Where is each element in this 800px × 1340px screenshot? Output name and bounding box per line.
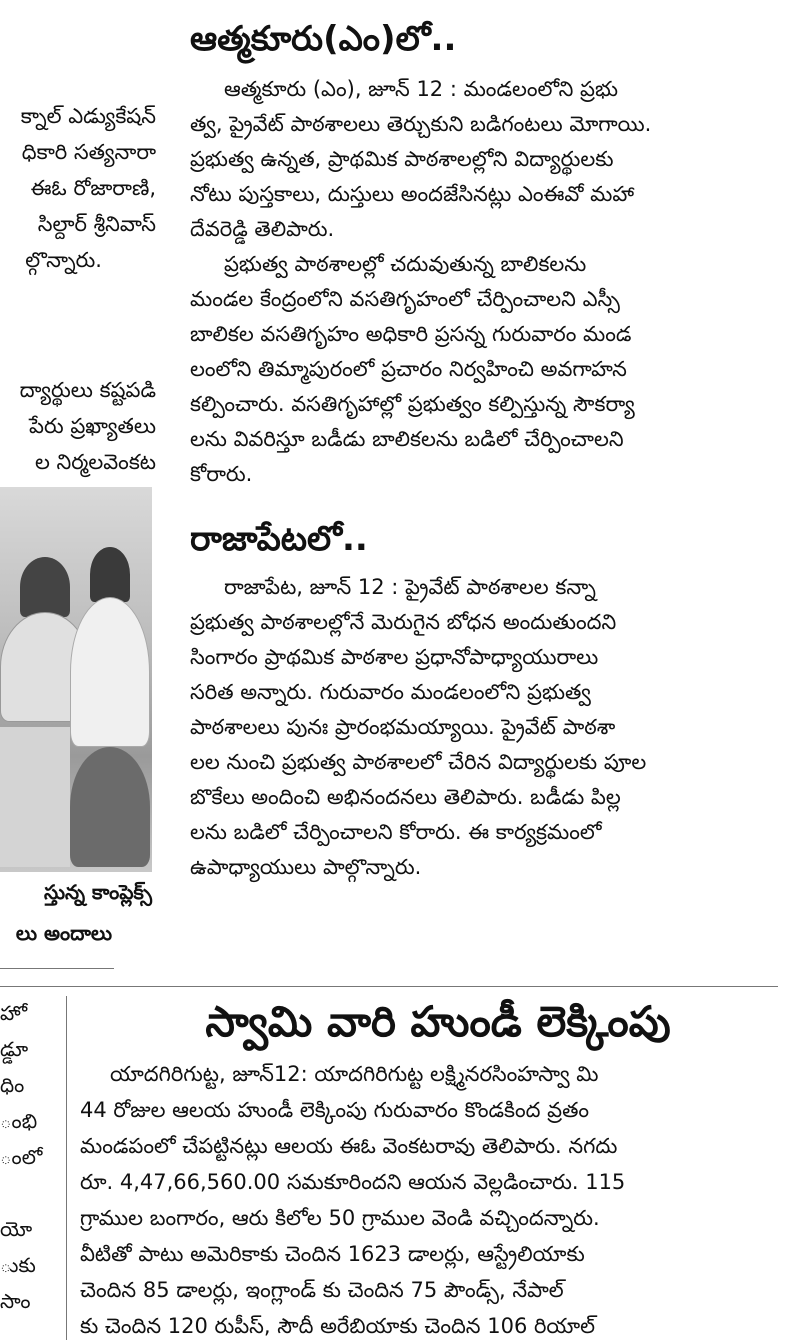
body-line: గ్రాముల బంగారం, ఆరు కిలోల 50 గ్రాముల వెండి వచ్చిందన్నారు.: [80, 1206, 600, 1230]
left-line: సిల్దార్ శ్రీనివాస్: [37, 212, 156, 236]
caption-line: స్తున్న కాంప్లెక్స్: [44, 880, 152, 904]
news-photo: [0, 487, 152, 872]
fragment-line: డ్డూ: [0, 1037, 29, 1061]
body-line: సింగారం ప్రాథమిక పాఠశాల ప్రధానోపాధ్యాయురాలు: [190, 645, 599, 669]
fragment-line: [0, 1175, 58, 1211]
body-line: 44 రోజుల ఆలయ హుండీ లెక్కింపు గురువారం కొండకింద వ్రతం: [80, 1098, 590, 1122]
body-line: నోటు పుస్తకాలు, దుస్తులు అందజేసినట్లు ఎంఈవో మహా: [190, 182, 635, 206]
body-line: దేవరెడ్డి తెలిపారు.: [190, 217, 335, 241]
fragment-line: ధిం: [0, 1073, 25, 1097]
body-line: మండల కేంద్రంలోని వసతిగృహంలో చేర్పించాలని ఎస్సీ: [190, 287, 620, 311]
body-line: కు చెందిన 120 రుపీస్, సౌదీ అరేబియాకు చెందిన 106 రియాల్: [80, 1314, 596, 1338]
story2-body: [190, 570, 790, 885]
photo-caption: [0, 880, 162, 950]
story1-body: [190, 72, 790, 492]
fragment-line: హో: [0, 1001, 28, 1025]
left-line: ల్గొన్నారు.: [25, 248, 102, 272]
left-line: పేరు ప్రఖ్యాతలు: [29, 414, 156, 438]
body-line: ఉపాధ్యాయులు పాల్గొన్నారు.: [190, 855, 422, 879]
column-divider-left: [0, 968, 114, 969]
body-line: సరిత అన్నారు. గురువారం మండలంలోని ప్రభుత్వ: [190, 680, 591, 704]
body-line: బాలికల వసతిగృహం అధికారి ప్రసన్న గురువారం మండ: [190, 322, 632, 346]
fragment-line: ంభి: [0, 1109, 38, 1133]
fragment-line: ంలో: [0, 1145, 43, 1169]
body-line: ఆత్మకూరు (ఎం), జూన్ 12 : మండలంలోని ప్రభు: [224, 77, 618, 101]
body-line: మండపంలో చేపట్టినట్లు ఆలయ ఈఓ వెంకటరావు తెలిపారు. నగదు: [80, 1134, 618, 1158]
column-divider-vertical: [66, 996, 67, 1340]
left-line: ల నిర్మలవెంకట: [34, 450, 156, 474]
story2-headline: రాజాపేటలో..: [190, 519, 368, 559]
story1-headline: ఆత్మకూరు(ఎం)లో..: [190, 19, 457, 59]
body-line: యాదగిరిగుట్ట, జూన్12: యాదగిరిగుట్ట లక్ష్మినరసింహస్వా మి: [110, 1062, 599, 1086]
body-line: ప్రభుత్వ ఉన్నత, ప్రాథమిక పాఠశాలల్లోని విద్యార్థులకు: [190, 147, 614, 171]
body-line: చెందిన 85 డాలర్లు, ఇంగ్లాండ్ కు చెందిన 75 పౌండ్స్, నేపాల్: [80, 1278, 564, 1302]
body-line: పాఠశాలలు పునః ప్రారంభమయ్యాయి. ప్రైవేట్ పాఠశా: [190, 715, 616, 739]
body-line: లంలోని తిమ్మాపురంలో ప్రచారం నిర్వహించి అవగాహన: [190, 357, 627, 381]
story3-body: [80, 1056, 796, 1340]
left-line: ధికారి సత్యనారా: [21, 140, 156, 164]
body-line: లల నుంచి ప్రభుత్వ పాఠశాలలో చేరిన విద్యార్థులకు పూల: [190, 750, 647, 774]
section-divider: [0, 986, 778, 987]
right-column: [190, 0, 790, 885]
body-line: రూ. 4,47,66,560.00 సమకూరిందని ఆయన వెల్లడించారు. 115: [80, 1170, 626, 1194]
body-line: త్వ, ప్రైవేట్ పాఠశాలలు తెర్చుకుని బడిగంటలు మోగాయి.: [190, 112, 652, 136]
bottom-left-column: [0, 995, 58, 1340]
left-column: [0, 0, 162, 970]
left-line: ఈఓ రోజారాణి,: [30, 176, 156, 200]
fragment-line: సాం: [0, 1289, 31, 1313]
left-line: క్నాల్ ఎడ్యుకేషన్: [20, 104, 156, 128]
body-line: బొకేలు అందించి అభినందనలు తెలిపారు. బడీడు పిల్ల: [190, 785, 621, 809]
body-line: కల్పించారు. వసతిగృహాల్లో ప్రభుత్వం కల్పిస్తున్న సౌకర్యా: [190, 392, 635, 416]
story3: [80, 992, 796, 1340]
caption-line: లు అందాలు: [15, 921, 112, 945]
fragment-line: ుకు: [0, 1253, 36, 1277]
body-line: ప్రభుత్వ పాఠశాలల్లోనే మెరుగైన బోధన అందుతుందని: [190, 610, 617, 634]
body-line: వీటితో పాటు అమెరికాకు చెందిన 1623 డాలర్లు, ఆస్ట్రేలియాకు: [80, 1242, 585, 1266]
body-line: కోరారు.: [190, 462, 253, 486]
body-line: లను వివరిస్తూ బడీడు బాలికలను బడిలో చేర్పించాలని: [190, 427, 624, 451]
body-line: ప్రభుత్వ పాఠశాలల్లో చదువుతున్న బాలికలను: [224, 252, 587, 276]
left-line: ద్యార్థులు కష్టపడి: [19, 378, 156, 402]
fragment-line: యో: [0, 1217, 33, 1241]
body-line: రాజాపేట, జూన్ 12 : ప్రైవేట్ పాఠశాలల కన్నా: [224, 575, 596, 599]
story3-headline: స్వామి వారి హుండీ లెక్కింపు: [205, 997, 671, 1046]
body-line: లను బడిలో చేర్పించాలని కోరారు. ఈ కార్యక్రమంలో: [190, 820, 602, 844]
